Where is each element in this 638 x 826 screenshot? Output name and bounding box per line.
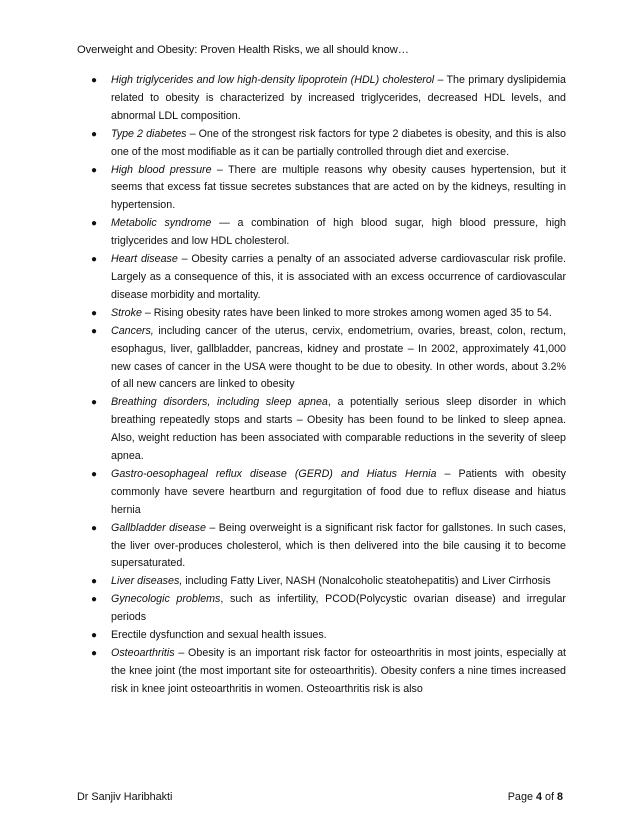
bullet-icon: ● — [91, 522, 98, 534]
bullet-icon: ● — [91, 397, 98, 409]
page-header: Overweight and Obesity: Proven Health Risks, we all should know… — [77, 44, 409, 56]
page-footer — [77, 791, 563, 803]
list-item: ● Metabolic syndrome — a combination of high blood sugar, high blood pressure, high triglycerides and low HDL cholesterol. — [91, 217, 567, 248]
current-page: 4 — [535, 791, 542, 803]
list-item: ● Liver diseases, including Fatty Liver, NASH (Nonalcoholic steatohepatitis) and Liver Cirrhosis — [92, 573, 566, 591]
list-item: ● Erectile dysfunction and sexual health issues. — [92, 627, 566, 645]
bullet-icon: ● — [91, 325, 98, 337]
bullet-icon: ● — [91, 630, 98, 642]
list-item: ● Type 2 diabetes – One of the strongest risk factors for type 2 diabetes is obesity, and this is also one of the most modifiable as it can be partially controlled through diet and exercise. — [91, 127, 566, 158]
list-item: ● Cancers, including cancer of the uterus, cervix, endometrium, ovaries, breast, colon, rectum, esophagus, liver, gallbladder, pancreas, kidney and prostate – In 2002, approximately 41,000 new cases of cancer in the USA were thought to be due to obesity. In other words, about 3.2% of all new cancers are linked to obesity — [91, 324, 566, 391]
list-item: ● High blood pressure – There are multiple reasons why obesity causes hypertension, but it seems that excess fat tissue secretes substances that are acted on by the kidneys, resulting in hypertension. — [91, 163, 566, 212]
bullet-icon: ● — [91, 648, 98, 659]
list-item: ● Gallbladder disease – Being overweight is a significant risk factor for gallstones. In such cases, the liver over-produces cholesterol, which is then delivered into the bile causing it to become supersaturated. — [91, 521, 567, 570]
list-item: ● Stroke – Rising obesity rates have been linked to more strokes among women aged 35 to 54. — [92, 305, 566, 323]
list-item: ● Osteoarthritis – Obesity is an important risk factor for osteoarthritis in most joints, especially at the knee joint (the most important site for osteoarthritis). Obesity confers a nine times increased risk in knee joint osteoarthritis in women. Osteoarthritis risk is also — [91, 647, 566, 695]
list-item: ● Gynecologic problems, such as infertility, PCOD(Polycystic ovarian disease) and irregular periods — [91, 593, 566, 624]
bullet-icon: ● — [91, 164, 98, 176]
list-item: ● Breathing disorders, including sleep apnea, a potentially serious sleep disorder in which breathing repeatedly stops and starts – Obesity has been found to be linked to sleep apnea. Also, weight reduction has been associated with comparable reductions in the severity of sleep apnea. — [91, 396, 566, 463]
list-item: ● Gastro-oesophageal reflux disease (GERD) and Hiatus Hernia – Patients with obesity commonly have severe heartburn and regurgitation of food due to reflux disease and hiatus hernia — [91, 467, 566, 516]
bullet-icon: ● — [91, 468, 98, 480]
page-number: Page 4 of 8 — [507, 791, 563, 803]
bullet-icon: ● — [91, 307, 98, 319]
footer-author: Dr Sanjiv Haribhakti — [77, 791, 173, 803]
bullet-icon: ● — [91, 75, 98, 86]
bullet-icon: ● — [91, 594, 98, 606]
list-item: ● Heart disease – Obesity carries a penalty of an associated adverse cardiovascular risk profile. Largely as a consequence of this, it is associated with an excess occurrence of cardiovascular disease morbidity and mortality. — [91, 253, 566, 301]
bullet-icon: ● — [91, 576, 98, 588]
bullet-icon: ● — [91, 254, 98, 266]
bullet-icon: ● — [91, 128, 98, 140]
bullet-icon: ● — [91, 218, 98, 230]
list-item: ● High triglycerides and low high-density lipoprotein (HDL) cholesterol – The primary dyslipidemia related to obesity is characterized by increased triglycerides, decreased HDL levels, and abnormal LDL composition. — [91, 74, 566, 122]
bullet-list — [92, 72, 566, 699]
total-pages: 8 — [556, 791, 563, 803]
